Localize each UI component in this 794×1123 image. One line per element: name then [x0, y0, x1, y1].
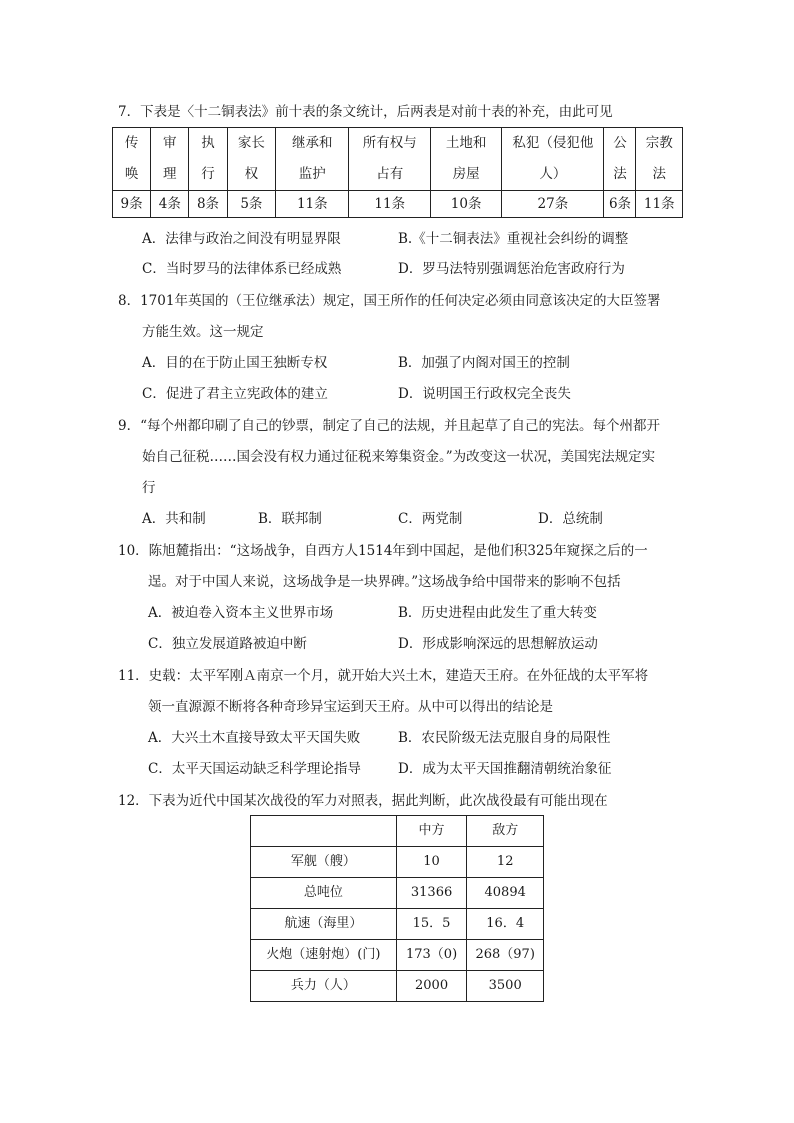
table-cell: 房屋 — [452, 166, 480, 182]
table-cell: 执 — [201, 135, 215, 151]
table-cell: 9条 — [113, 191, 151, 218]
table-cell: 4条 — [151, 191, 189, 218]
table-cell: 31366 — [396, 878, 467, 909]
q8-option-c[interactable]: C．促进了君主立宪政体的建立 — [142, 386, 328, 402]
table-cell: 268（97) — [467, 940, 544, 971]
table-cell: 8条 — [189, 191, 227, 218]
q9-stem-line1: 9．“每个州都印刷了自己的钞票，制定了自己的法规，并且起草了自己的宪法。每个州都开 — [118, 418, 660, 434]
table-cell: 173（0) — [396, 940, 467, 971]
q8-option-d[interactable]: D．说明国王行政权完全丧失 — [398, 386, 571, 402]
table-cell: 土地和 — [445, 135, 487, 151]
table-row — [251, 847, 544, 878]
table-row — [251, 816, 544, 847]
table-header-cell: 敌方 — [467, 816, 544, 847]
q9-stem-line2: 始自己征税……国会没有权力通过征税来筹集资金。”为改变这一状况，美国宪法规定实 — [142, 449, 656, 465]
table-header-cell — [251, 816, 397, 847]
q7-option-d[interactable]: D．罗马法特别强调惩治危害政府行为 — [398, 261, 625, 277]
table-cell: 6条 — [604, 191, 636, 218]
table-cell: 3500 — [467, 971, 544, 1002]
table-cell: 审 — [163, 135, 177, 151]
q8-stem-line2: 方能生效。这一规定 — [142, 324, 264, 340]
q10-option-d[interactable]: D．形成影响深远的思想解放运动 — [398, 636, 598, 652]
q9-option-a[interactable]: A．共和制 — [142, 511, 206, 527]
table-cell: 占有 — [376, 166, 404, 182]
table-cell: 法 — [613, 166, 627, 182]
table-cell: 宗教 — [645, 135, 673, 151]
q7-option-c[interactable]: C．当时罗马的法律体系已经成熟 — [142, 261, 342, 277]
q8-stem-line1: 8．1701年英国的（王位继承法）规定，国王所作的任何决定必须由同意该决定的大臣签署 — [118, 293, 661, 309]
q7-option-b[interactable]: B.《十二铜表法》重视社会纠纷的调整 — [398, 231, 629, 247]
table-cell: 兵力（人） — [251, 971, 397, 1002]
table-cell: 唤 — [124, 166, 139, 182]
q7-table — [112, 127, 683, 218]
table-cell: 人） — [539, 166, 567, 182]
table-cell: 5条 — [227, 191, 276, 218]
q10-stem-line1: 10．陈旭麓指出：“这场战争，自西方人1514年到中国起，是他们积325年窥探之后的一 — [118, 543, 648, 559]
table-cell: 传 — [124, 135, 139, 151]
q8-option-b[interactable]: B．加强了内阁对国王的控制 — [398, 355, 570, 371]
table-cell: 法 — [652, 166, 666, 182]
q12-table — [250, 815, 544, 1002]
table-cell: 11条 — [349, 191, 431, 218]
table-cell: 10条 — [431, 191, 502, 218]
q10-stem-line2: 逞。对于中国人来说，这场战争是一块界碑。”这场战争给中国带来的影响不包括 — [148, 574, 621, 590]
q11-option-a[interactable]: A．大兴土木直接导致太平天国失败 — [148, 730, 361, 746]
table-cell: 12 — [467, 847, 544, 878]
table-cell: 2000 — [396, 971, 467, 1002]
table-cell: 公 — [613, 135, 627, 151]
q10-option-c[interactable]: C．独立发展道路被迫中断 — [148, 636, 307, 652]
table-cell: 权 — [244, 166, 259, 182]
q11-option-d[interactable]: D．成为太平天国推翻清朝统治象征 — [398, 761, 612, 777]
q11-stem-line1: 11．史载：太平军刚Ａ南京一个月，就开始大兴土木，建造天王府。在外征战的太平军将 — [118, 668, 649, 684]
table-cell: 监护 — [298, 166, 326, 182]
q9-option-b[interactable]: B．联邦制 — [258, 511, 322, 527]
table-cell: 11条 — [636, 191, 683, 218]
table-cell: 继承和 — [292, 135, 333, 151]
table-cell: 军舰（艘） — [251, 847, 397, 878]
table-row — [251, 971, 544, 1002]
table-cell: 总吨位 — [251, 878, 397, 909]
q10-option-b[interactable]: B．历史进程由此发生了重大转变 — [398, 605, 597, 621]
q11-option-c[interactable]: C．太平天国运动缺乏科学理论指导 — [148, 761, 361, 777]
table-cell: 航速（海里） — [251, 909, 397, 940]
table-cell: 私犯（侵犯他 — [512, 135, 594, 151]
table-cell: 11条 — [276, 191, 349, 218]
table-cell: 行 — [201, 166, 215, 182]
table-cell: 40894 — [467, 878, 544, 909]
q9-stem-line3: 行 — [142, 480, 156, 496]
table-cell: 火炮（速射炮）(门) — [251, 940, 397, 971]
table-row — [251, 878, 544, 909]
q9-option-d[interactable]: D．总统制 — [538, 511, 603, 527]
table-row — [251, 940, 544, 971]
table-cell: 10 — [396, 847, 467, 878]
q11-option-b[interactable]: B．农民阶级无法克服自身的局限性 — [398, 730, 611, 746]
table-header-cell: 中方 — [396, 816, 467, 847]
table-cell: 15．5 — [396, 909, 467, 940]
q11-stem-line2: 领一直源源不断将各种奇珍异宝运到天王府。从中可以得出的结论是 — [148, 699, 553, 715]
q9-option-c[interactable]: C．两党制 — [398, 511, 463, 527]
table-row — [113, 191, 683, 218]
q8-option-a[interactable]: A．目的在于防止国王独断专权 — [142, 355, 328, 371]
table-cell: 理 — [163, 166, 177, 182]
table-cell: 家长 — [237, 135, 265, 151]
q7-stem: 7．下表是〈十二铜表法》前十表的条文统计，后两表是对前十表的补充，由此可见 — [118, 104, 613, 120]
table-cell: 所有权与 — [362, 135, 417, 151]
table-row — [113, 128, 683, 191]
table-cell: 27条 — [502, 191, 604, 218]
q12-stem: 12．下表为近代中国某次战役的军力对照表，据此判断，此次战役最有可能出现在 — [118, 793, 608, 809]
table-row — [251, 909, 544, 940]
q7-option-a[interactable]: A．法律与政治之间没有明显界限 — [142, 231, 341, 247]
table-cell: 16．4 — [467, 909, 544, 940]
q10-option-a[interactable]: A．被迫卷入资本主义世界市场 — [148, 605, 334, 621]
